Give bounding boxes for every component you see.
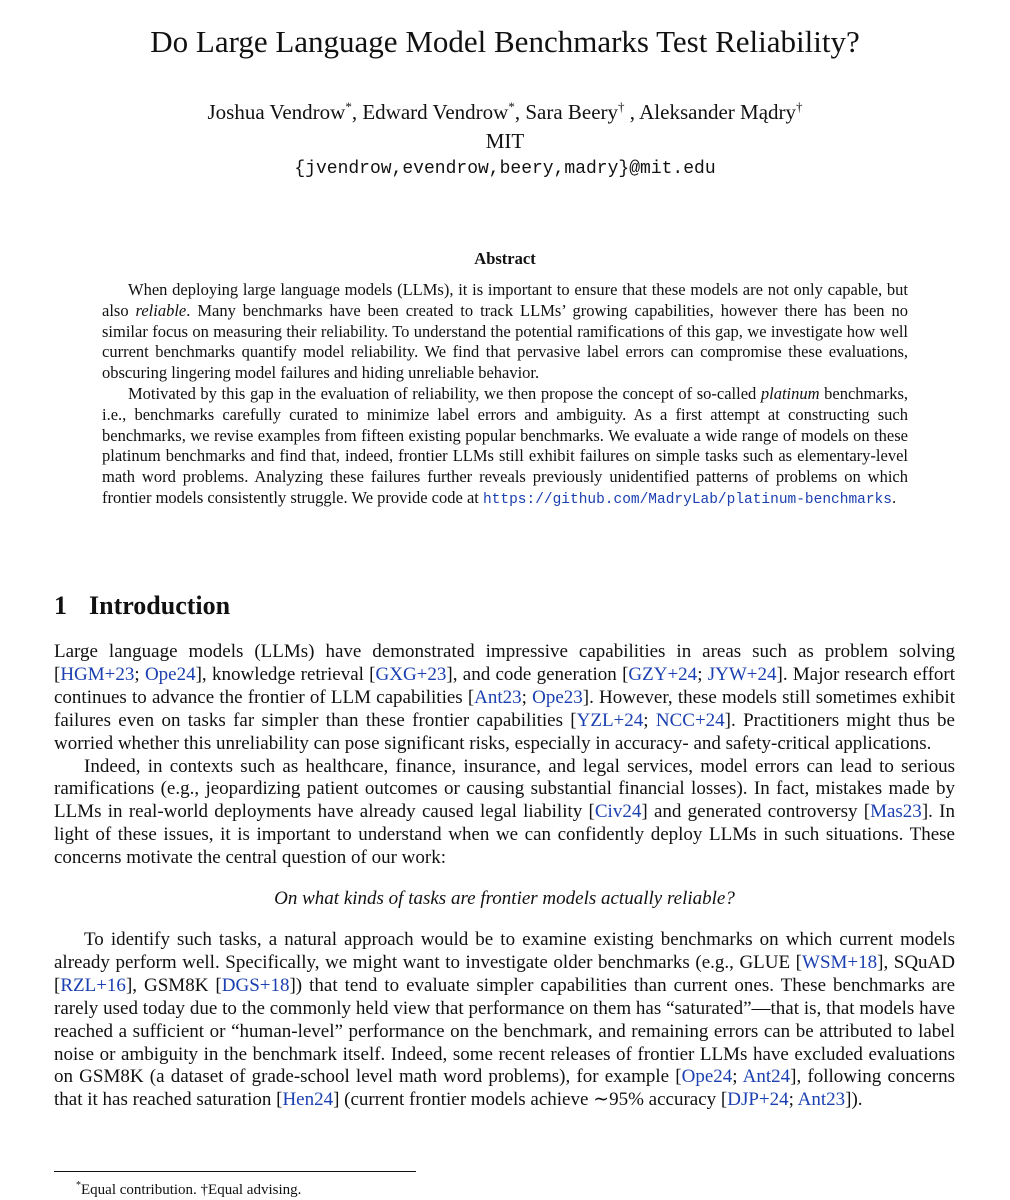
citation-link[interactable]: Mas23 — [870, 801, 922, 823]
citation-link[interactable]: RZL+16 — [60, 974, 126, 996]
text-run: ], GSM8K [ — [125, 974, 222, 996]
footnote — [76, 1176, 301, 1200]
citation-link[interactable]: Hen24 — [282, 1089, 334, 1111]
citation-link[interactable]: DJP+24 — [727, 1089, 789, 1111]
author-name: Aleksander Mądry — [639, 100, 797, 124]
text-run: ; — [788, 1089, 798, 1111]
paper-title: Do Large Language Model Benchmarks Test Reliability? — [150, 24, 860, 59]
text-run: . — [891, 487, 897, 507]
footnote-rule — [54, 1171, 416, 1172]
text-run: ]) that tend to evaluate simpler capabilities than current ones. These benchmarks are rarely used today due to the commonly held view that performance on them has “saturated”—that is, that models have reached a sufficient or “human-level” performance on the benchmark, and remaining errors can be attributed to label noise or ambiguity in the benchmark itself. Indeed, some recent releases of frontier LLMs have excluded evaluations on GSM8K (a dataset of grade-school level math word problems), for example [ — [54, 974, 955, 1088]
citation-link[interactable]: Civ24 — [594, 801, 642, 823]
text-run: ], following concerns that it has reached saturation [ — [54, 1066, 956, 1111]
code-link[interactable]: https://github.com/MadryLab/platinum-benchmarks — [482, 491, 892, 508]
text-run: ] (current frontier models achieve ∼95% accuracy [ — [333, 1089, 728, 1111]
author-name: Edward Vendrow — [362, 100, 509, 124]
text-run: ; — [643, 709, 656, 731]
citation-link[interactable]: NCC+24 — [655, 709, 725, 731]
citation-link[interactable]: Ope24 — [144, 663, 196, 685]
citation-link[interactable]: HGM+23 — [60, 663, 135, 685]
text-run: . Many benchmarks have been created to track LLMs’ growing capabilities, however there has been no similar focus on measuring their reliability. To understand the potential ramifications of this gap, we investigate how well current benchmarks quantify model reliability. We find that pervasive label errors can compromise these evaluations, obscuring lingering model failures and hiding unreliable behavior. — [102, 300, 908, 383]
author-name: Joshua Vendrow — [207, 100, 346, 124]
footnote-mark: * — [76, 1180, 81, 1191]
text-run: ] and generated controversy [ — [641, 801, 871, 823]
section-heading — [54, 588, 230, 624]
text-run: ]). — [845, 1089, 863, 1111]
author-mark: * — [345, 99, 352, 114]
body-paragraph — [54, 641, 955, 756]
text-run: ], and code generation [ — [446, 663, 629, 685]
author-emails: {jvendrow,evendrow,beery,madry}@mit.edu — [294, 159, 716, 179]
citation-link[interactable]: Ant24 — [742, 1066, 791, 1088]
text-run: When deploying large language models (LLMs), it is important to ensure that these models are not only capable, but also — [102, 280, 908, 320]
citation-link[interactable]: JYW+24 — [707, 663, 777, 685]
research-question: On what kinds of tasks are frontier models actually reliable? — [274, 888, 735, 910]
text-run: ], SQuAD [ — [54, 951, 955, 996]
text-run: ]. Practitioners might thus be worried whether this unreliability can pose significant risks, especially in accuracy- and safety-critical applications. — [54, 709, 955, 754]
body-paragraph — [54, 929, 955, 1112]
text-run: ], knowledge retrieval [ — [195, 663, 376, 685]
abstract-paragraph — [102, 280, 908, 384]
abstract-body — [102, 280, 908, 511]
citation-link[interactable]: Ope24 — [681, 1066, 733, 1088]
body-paragraph — [54, 756, 955, 871]
text-run: Motivated by this gap in the evaluation of reliability, we then propose the concept of so-called — [128, 383, 761, 403]
affiliation: MIT — [485, 129, 525, 153]
author-name: Sara Beery — [525, 100, 619, 124]
text-run: ]. However, these models still sometimes exhibit failures even on tasks far simpler than these frontier capabilities [ — [54, 686, 955, 731]
text-run: Indeed, in contexts such as healthcare, finance, insurance, and legal services, model errors can lead to serious ramifications (e.g., jeopardizing patient outcomes or causing substantial financial losses). In fact, mistakes made by LLMs in real-world deployments have already caused legal liability [ — [54, 755, 955, 823]
citation-link[interactable]: Ant23 — [797, 1089, 846, 1111]
emphasis: platinum — [760, 383, 820, 403]
text-run: ; — [697, 663, 708, 685]
section-title: Introduction — [89, 591, 231, 620]
citation-link[interactable]: Ant23 — [474, 686, 522, 708]
text-run: ; — [521, 686, 533, 708]
text-run: ]. Major research effort continues to advance the frontier of LLM capabilities [ — [54, 663, 955, 708]
emphasis: reliable — [135, 300, 187, 320]
section-body — [54, 641, 955, 1112]
citation-link[interactable]: DGS+18 — [221, 974, 290, 996]
abstract-paragraph — [102, 384, 908, 511]
author-mark: † — [796, 99, 803, 114]
citation-link[interactable]: YZL+24 — [576, 709, 644, 731]
footnote-text: Equal contribution. †Equal advising. — [81, 1182, 302, 1198]
text-run: benchmarks, i.e., benchmarks carefully curated to minimize label errors and ambiguity. As a first attempt at constructing such benchmarks, we revise examples from fifteen existing popular benchmarks. We evaluate a wide range of models on these platinum benchmarks and find that, indeed, frontier LLMs still exhibit failures on simple tasks such as elementary-level math word problems. Analyzing these failures further reveals previously unidentified patterns of problems on which frontier models consistently struggle. We provide code at — [102, 383, 908, 507]
abstract-heading: Abstract — [474, 249, 536, 268]
citation-link[interactable]: Ope23 — [532, 686, 583, 708]
citation-link[interactable]: GXG+23 — [375, 663, 447, 685]
author-mark: † — [618, 99, 625, 114]
citation-link[interactable]: GZY+24 — [628, 663, 698, 685]
section-number: 1 — [54, 591, 67, 620]
author-list: Joshua Vendrow*, Edward Vendrow*, Sara Beery† , Aleksander Mądry† — [207, 99, 803, 124]
text-run: ; — [134, 663, 145, 685]
citation-link[interactable]: WSM+18 — [802, 951, 878, 973]
text-run: ]. In light of these issues, it is important to understand when we can confidently deploy LLMs in such situations. These concerns motivate the central question of our work: — [54, 801, 955, 869]
text-run: Large language models (LLMs) have demonstrated impressive capabilities in areas such as problem solving [ — [54, 641, 955, 685]
text-run: ; — [732, 1066, 743, 1088]
author-mark: * — [508, 99, 515, 114]
text-run: To identify such tasks, a natural approach would be to examine existing benchmarks on which current models already perform well. Specifically, we might want to investigate older benchmarks (e.g., GLUE [ — [54, 928, 955, 973]
